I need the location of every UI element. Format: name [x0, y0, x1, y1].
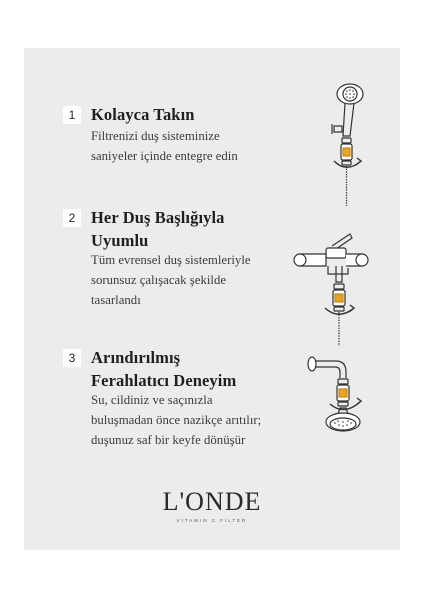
- step-title-2-line-1: Her Duş Başlığıyla: [91, 208, 225, 227]
- step-desc-1-line-1: Filtrenizi duş sisteminize: [91, 129, 220, 143]
- brand-logo: [24, 488, 400, 523]
- step-desc-3-line-1: Su, cildiniz ve saçınızla: [91, 393, 213, 407]
- step-number-3: 3: [63, 349, 81, 367]
- step-title-2-line-2: Uyumlu: [91, 231, 149, 250]
- info-panel: [24, 48, 400, 550]
- step-number-2: 2: [63, 209, 81, 227]
- step-desc-3-line-2: buluşmadan önce nazikçe arıtılır;: [91, 413, 262, 427]
- step-desc-2-line-1: Tüm evrensel duş sistemleriyle: [91, 253, 251, 267]
- step-desc-3: [91, 390, 306, 450]
- step-desc-2-line-2: sorunsuz çalışacak şekilde: [91, 273, 227, 287]
- step-desc-1-line-2: saniyeler içinde entegre edin: [91, 149, 238, 163]
- step-title-3-line-2: Ferahlatıcı Deneyim: [91, 371, 237, 390]
- brand-name: L'ONDE: [162, 487, 262, 516]
- step-desc-3-line-3: duşunuz saf bir keyfe dönüşür: [91, 433, 246, 447]
- fixed-shower-head-icon: [302, 354, 394, 474]
- step-title-2: [91, 206, 291, 252]
- step-title-1-line-1: Kolayca Takın: [91, 105, 195, 124]
- step-title-1: [91, 103, 291, 126]
- step-desc-2-line-3: tasarlandı: [91, 293, 141, 307]
- step-desc-1: [91, 126, 306, 166]
- step-title-3: [91, 346, 291, 392]
- step-title-3-line-1: Arındırılmış: [91, 348, 181, 367]
- step-desc-2: [91, 250, 306, 310]
- handheld-shower-icon: [314, 78, 386, 210]
- brand-tagline: VITAMIN C FILTER: [176, 518, 248, 523]
- bath-mixer-icon: [292, 228, 382, 348]
- step-number-1: 1: [63, 106, 81, 124]
